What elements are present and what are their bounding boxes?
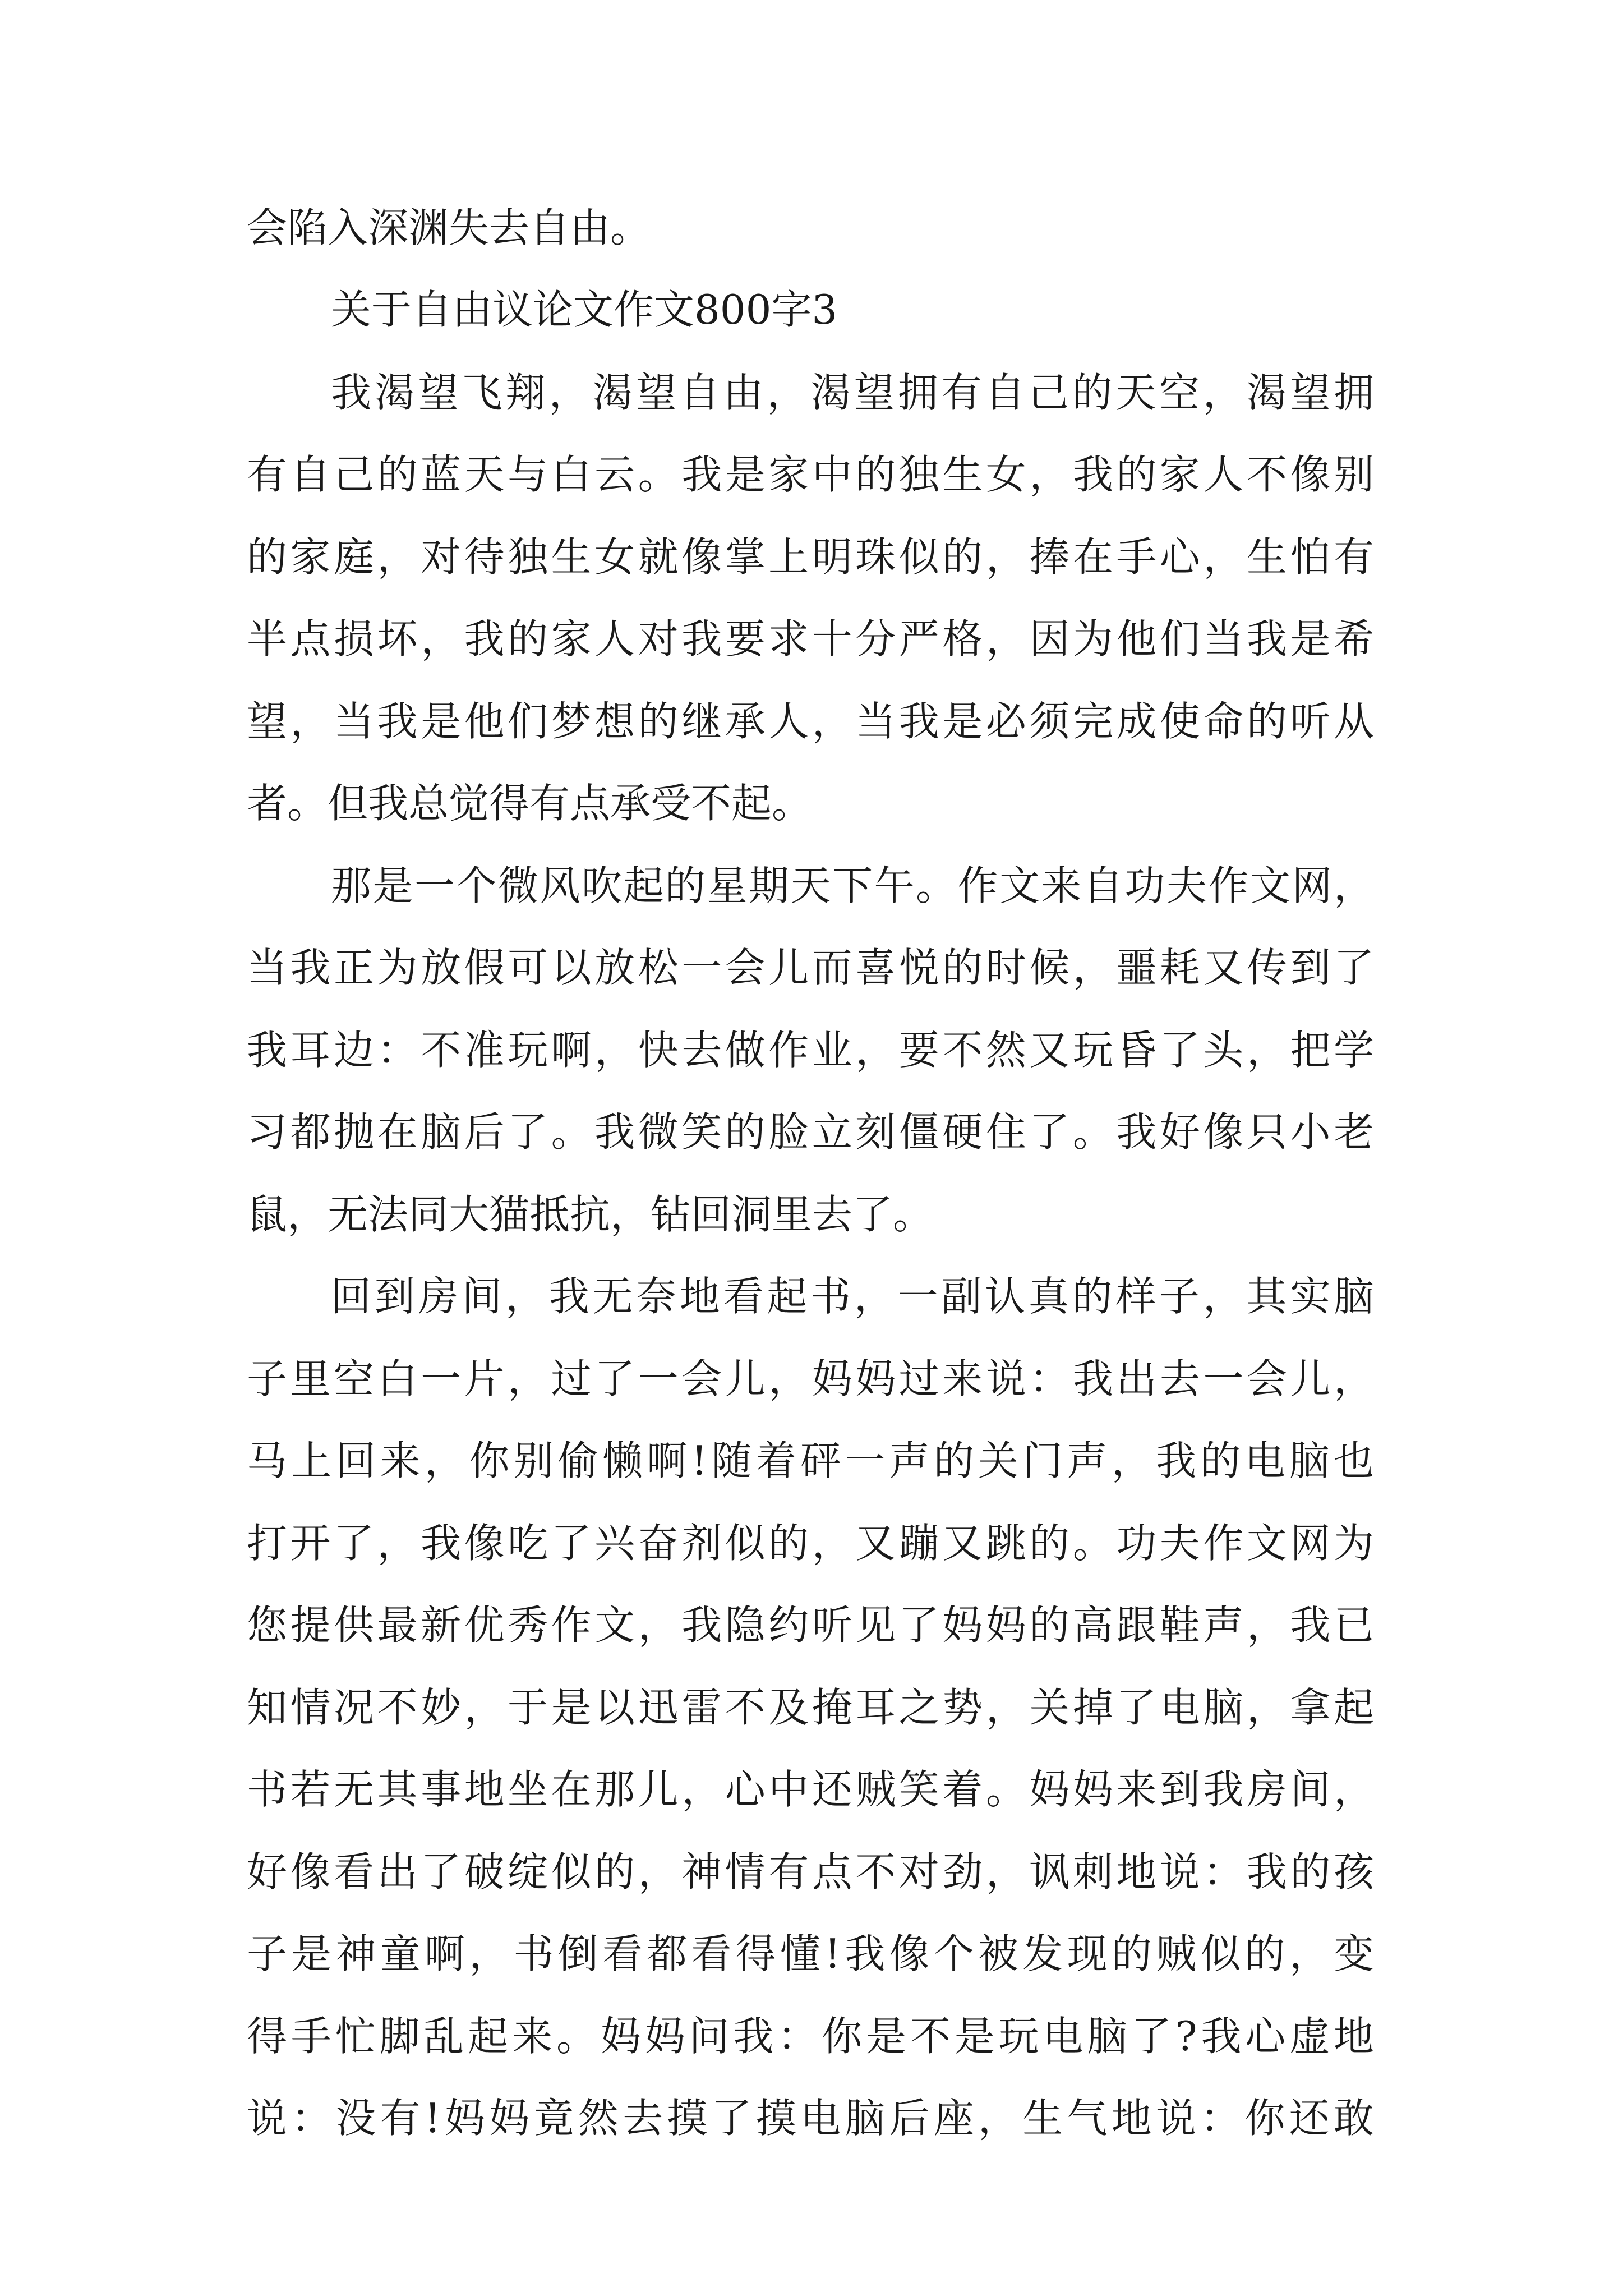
paragraph-line: 知情况不妙，于是以迅雷不及掩耳之势，关掉了电脑，拿起 (247, 1684, 1374, 1731)
paragraph-line: 者。但我总觉得有点承受不起。 (247, 780, 813, 827)
paragraph-line: 说：没有!妈妈竟然去摸了摸电脑后座，生气地说：你还敢 (247, 2095, 1374, 2142)
section-heading: 关于自由议论文作文800字3 (331, 286, 838, 333)
paragraph-line: 当我正为放假可以放松一会儿而喜悦的时候，噩耗又传到了 (247, 944, 1374, 991)
paragraph-line: 望，当我是他们梦想的继承人，当我是必须完成使命的听从 (247, 698, 1374, 745)
paragraph-line: 打开了，我像吃了兴奋剂似的，又蹦又跳的。功夫作文网为 (247, 1520, 1374, 1567)
paragraph-line: 的家庭，对待独生女就像掌上明珠似的，捧在手心，生怕有 (247, 533, 1374, 581)
paragraph-line: 鼠，无法同大猫抵抗，钻回洞里去了。 (247, 1191, 934, 1238)
paragraph-line: 马上回来，你别偷懒啊!随着砰一声的关门声，我的电脑也 (247, 1437, 1374, 1484)
text-line: 会陷入深渊失去自由。 (247, 204, 651, 251)
paragraph-line: 好像看出了破绽似的，神情有点不对劲，讽刺地说：我的孩 (247, 1848, 1374, 1895)
paragraph-line: 您提供最新优秀作文，我隐约听见了妈妈的高跟鞋声，我已 (247, 1602, 1374, 1649)
paragraph-line: 子是神童啊，书倒看都看得懂!我像个被发现的贼似的，变 (247, 1930, 1374, 1977)
paragraph-line: 书若无其事地坐在那儿，心中还贼笑着。妈妈来到我房间， (247, 1766, 1374, 1813)
paragraph-line: 有自己的蓝天与白云。我是家中的独生女，我的家人不像别 (247, 451, 1374, 498)
paragraph-line: 我渴望飞翔，渴望自由，渴望拥有自己的天空，渴望拥 (331, 369, 1374, 416)
paragraph-line: 得手忙脚乱起来。妈妈问我：你是不是玩电脑了?我心虚地 (247, 2013, 1374, 2060)
paragraph-line: 子里空白一片，过了一会儿，妈妈过来说：我出去一会儿， (247, 1355, 1374, 1402)
paragraph-line: 半点损坏，我的家人对我要求十分严格，因为他们当我是希 (247, 615, 1374, 662)
paragraph-line: 那是一个微风吹起的星期天下午。作文来自功夫作文网， (331, 862, 1374, 909)
paragraph-line: 习都抛在脑后了。我微笑的脸立刻僵硬住了。我好像只小老 (247, 1108, 1374, 1156)
paragraph-line: 回到房间，我无奈地看起书，一副认真的样子，其实脑 (331, 1273, 1374, 1320)
paragraph-line: 我耳边：不准玩啊，快去做作业，要不然又玩昏了头，把学 (247, 1027, 1374, 1074)
